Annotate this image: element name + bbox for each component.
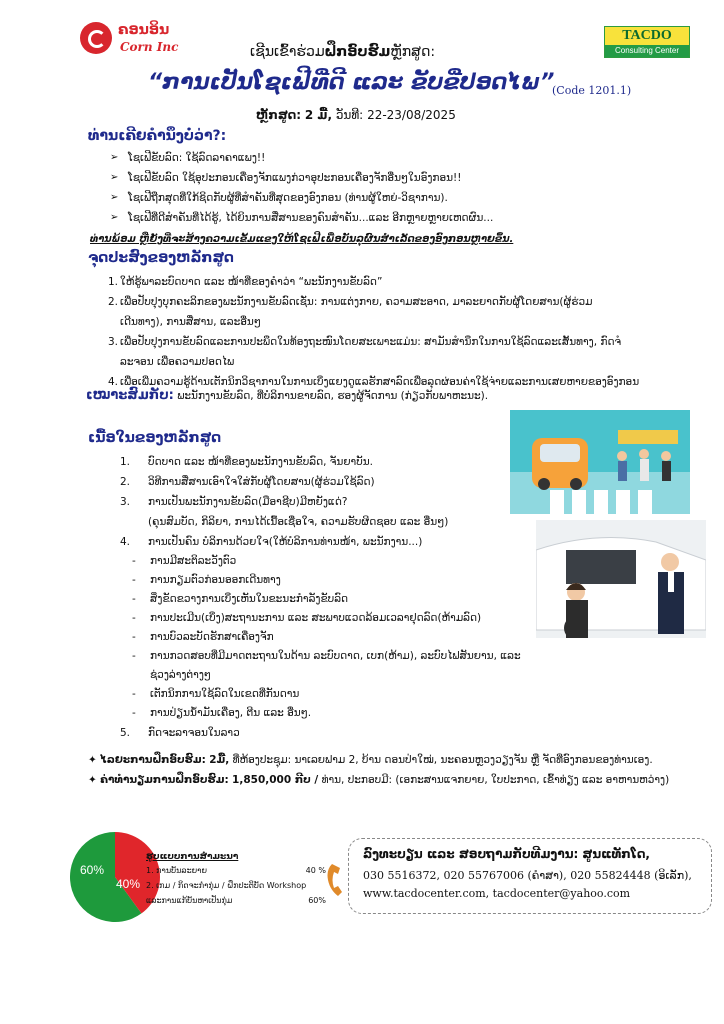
bullet-text: ໂຊເຟີຖືກສຸດທີ່ໃກ້ຊິດກັບຜູ້ທີ່ສຳຄັນທີ່ສຸດຂອງອົງກອນ (ທ່ານຜູ້ໃຫຍ່-ວິຊາການ). [128,192,448,204]
sub-item [120,571,540,590]
fee-note [88,770,708,790]
fee-label: ຄ່າທຳນຽມການຝຶກອົບຮົມ: [100,774,229,786]
bullet-text: ໂຊເຟີຂັບລົດ: ໃຊ້ລົດລາຄາແພງ!! [128,152,266,164]
corn-logo-icon [80,22,112,54]
course-notes [88,750,708,790]
item-text: ວິທີການສື່ສານເອົາໃຈໃສ່ກັບຜູ້ໂດຍສານ(ຜູ້ຮ່ວມໃຊ້ລົດ) [148,476,375,488]
legend-title: ຮູບແບບການສຳມະນາ [146,852,239,862]
corn-logo-lao-text: ຄອນອິນ [118,22,170,38]
list-item [120,532,540,552]
chauffeur-photo [536,520,706,638]
item-text: ໃຫ້ຮູ້ພາລະບົດບາດ ແລະ ໜ້າທີ່ຂອງຄຳວ່າ “ພະນັກງານຂັບລົດ” [120,276,383,288]
objectives-list [108,272,698,392]
item-text: ເພື່ອປັບປຸງບຸກຄະລິກຂອງພະນັກງານຂັບລົດເຊັ່ນ: ການແຕ່ງກາຍ, ຄວາມສະອາດ, ມາລະຍາດກັບຜູ້ໂດຍສານ(ຜູ້ຮ່ວມ [120,296,593,308]
sub-item [120,628,540,647]
invite-text: ເຊີນເຂົ້າຮ່ວມ [250,44,325,60]
list-item [120,492,540,532]
invite-tail: ຫຼັກສູດ: [390,44,436,60]
crosswalk-image [510,410,690,514]
dash-bullet: - [132,707,136,719]
item-number: 1. [108,276,119,288]
bullet-text: ໂຊເຟີຂັບລົດ ໃຊ້ອຸປະກອນເຄື່ອງຈັກແພງກ່ວາອຸປະກອນເຄື່ອງຈັກອື່ນໆໃນອົງກອນ!! [128,172,462,184]
item-number: 3. [108,336,119,348]
sub-item [120,704,540,723]
item-number: 5. [120,727,131,739]
bullet-text: ໂຊເຟີທີ່ດີສຳຄັນທີ່ໄດ້ຮູ້, ໄດ້ຍິນການສື່ສານຂອງຄົນສຳຄັນ...ແລະ ອີກຫຼາຍຫຼາຍເຫດຜົນ... [128,212,494,224]
tacdo-logo [604,26,690,58]
sub-item [120,590,540,609]
list-item [108,272,698,292]
item-number: 3. [120,496,131,508]
sub-item-text: ເຕັກນິກການໃຊ້ລົດໃນເຂດທີ່ກັນດານ [150,688,300,700]
legend-text: ແລະການແກ້ບັນຫາເປັນກຸ່ມ [146,896,233,905]
course-info [256,108,456,122]
plus-icon: ✦ [88,774,97,786]
list-item [110,192,690,212]
content-heading: ເນື້ອໃນຂອງຫລັກສູດ [88,430,222,446]
course-code: (Code 1201.1) [552,84,632,97]
invite-line [250,44,435,60]
corn-logo-en-text: Corn Inc [120,40,179,54]
dash-bullet: - [132,688,136,700]
item-number: 1. [120,456,131,468]
item-text: ການເປັນຄົນ ບໍລິການດ້ວຍໃຈ(ໃຫ້ບໍລິການທ່ານໜ້າ, ພະນັກງານ...) [148,536,423,548]
item-text: ບົດບາດ ແລະ ໜ້າທີ່ຂອງພະນັກງານຂັບລົດ, ຈັນຍາບັນ. [148,456,374,468]
tacdo-logo-sub: Consulting Center [605,45,689,57]
item-text: ເພື່ອເພີ່ມຄວາມຮູ້ດ້ານເຕັກນິກວິຊາການໃນການເບິ່ງແຍງດູແລຮັກສາລົດເພື່ອລຸດຜ່ອນຄ່າໃຊ້ຈ່າຍແລະການເສຍຫາຍຂອງອົງກອນ [120,376,640,388]
item-text-continued: (ຄຸນສົມບັດ, ກິລິຍາ, ການໄດ້ເນື້ອເຊື່ອໃຈ, ຄວາມຮັບຜິດຊອບ ແລະ ອື່ນໆ) [148,516,449,528]
contact-box [348,838,712,914]
sub-item-text: ການປະເມີນ(ເບິ່ງ)ສະຖານະການ ແລະ ສະພາບແວດລ້ອມເວລາຢຸດລົດ(ຫ້າມລົດ) [150,612,482,624]
item-text-continued: ເດີນທາງ), ການສື່ສານ, ແລະອື່ນໆ [120,316,261,328]
date-label: ວັນທີ: [335,108,364,122]
chauffeur-image [536,520,706,638]
dash-bullet: - [132,574,136,586]
sub-item [120,647,540,685]
duration-text: ທີ່ຫ້ອງປະຊຸມ: ນາເລຍຟາມ 2, ບ້ານ ດອນປ່າໃໝ່, ນະຄອນຫຼວງວຽງຈັນ ຫຼື ຈັດທີ່ອົງກອນຂອງທ່ານເອງ. [232,754,653,766]
sub-item-text: ການປ່ຽນນ້ຳມັນເຄື່ອງ, ຕີນ ແລະ ອື່ນໆ. [150,707,312,719]
phone-icon [326,862,348,898]
item-text: ການເປັນພະນັກງານຂັບລົດ(ມືອາຊີບ)ມີຫຍັງແດ່? [148,496,348,508]
list-item [108,292,698,332]
legend-text: 1. ການບັນລະຍາຍ [146,866,207,875]
legend-pct: 60% [308,896,326,905]
dash-bullet: - [132,612,136,624]
course-label: ຫຼັກສູດ: [256,108,302,122]
legend-row [146,881,326,896]
sub-item [120,552,540,571]
plus-icon: ✦ [88,754,97,766]
list-item [110,212,690,232]
duration-label: ໄລຍະການຝຶກອົບຮົມ: [100,754,206,766]
list-item [108,332,698,372]
fee-text: ທ່ານ, ປະກອບມີ: (ເອກະສານແຈກຍາຍ, ໃບປະກາດ, ເຂົ້າທ່ຽງ ແລະ ອາຫານຫວ່າງ) [321,774,670,786]
item-text-continued: ລະຈອນ ເພື່ອຄວາມປອດໄພ [120,356,235,368]
legend-row [146,866,326,881]
legend-pct: 40 % [305,866,326,875]
dash-bullet: - [132,650,136,662]
item-text: ເພື່ອປັບປຸງການຂັບລົດແລະການປະພຶດໃນທ້ອງຖະໜົນໂດຍສະເພາະແມ່ນ: ສາມັນສຳນຶກໃນການໃຊ້ລົດແລະເສັ້ນທາງ, ກົດຈໍ [120,336,622,348]
arrow-bullet-icon: ➢ [110,172,119,183]
list-item [110,152,690,172]
legend-row [146,896,326,911]
duration-note [88,750,708,770]
list-item [120,723,540,743]
corn-inc-logo [80,22,190,58]
arrow-bullet-icon: ➢ [110,212,119,223]
item-number: 4. [108,376,119,388]
item-number: 2. [120,476,131,488]
objectives-heading: ຈຸດປະສົງຂອງຫລັກສູດ [88,250,234,266]
course-title: “ການເປັນໂຊເຟີທີ່ດີ ແລະ ຂັບຂີ່ປອດໄພ” [148,70,555,95]
suitable-for [86,388,488,403]
ready-statement: ທ່ານພ້ອມ ຫຼືຍັງທີ່ຈະສ້າງຄວາມເຂັ້ມແຂງໃຫ້ໂຊເຟີເພື່ອບັນລຸຜົນສຳເລັດຂອງອົງກອນຫຼາຍຂຶ້ນ. [90,234,514,245]
content-list [120,452,540,743]
pie-label-60: 60% [80,863,105,877]
dash-bullet: - [132,555,136,567]
crosswalk-illustration [510,410,690,514]
invite-bold: ຝຶກອົບຮົມ [324,44,391,60]
duration-value: 2ມື້, [209,754,230,766]
list-item [110,172,690,192]
question-heading: ທ່ານເຄີຍຄຳນຶງບໍ່ວ່າ?: [88,128,227,144]
arrow-bullet-icon: ➢ [110,152,119,163]
contact-phones: 030 5516372, 020 55767006 (ຄຳສາ), 020 55824448 (ອິເລັກ), [363,869,692,882]
contact-title: ລົງທະບຽນ ແລະ ສອບຖາມກັບທີມງານ: ສູນແທັກໂດ, [363,847,650,861]
suitable-label: ເໝາະສົມກັບ: [86,388,174,403]
sub-item-text: ການກຽມຕົວກ່ອນອອກເດີນທາງ [150,574,281,586]
sub-item-text: ການກວດສອບທີ່ມີມາດຕະຖານໃນດ້ານ ລະບົບດາດ, ເບກ(ຫ້າມ), ລະບົບໄຟສັນຍານ, ແລະ ຊ່ວງລ່າງຕ່າງໆ [150,650,521,681]
sub-item-text: ການບົວລະບັດຮັກສາເຄື່ອງຈັກ [150,631,274,643]
item-number: 4. [120,536,131,548]
contact-web[interactable]: www.tacdocenter.com, tacdocenter@yahoo.com [363,887,631,900]
pie-label-40: 40% [116,877,141,891]
list-item [120,452,540,472]
pie-legend [146,852,326,911]
dash-bullet: - [132,593,136,605]
sub-item-text: ສິ່ງຂັດຂວາງການເບິ່ງເຫັນໃນຂະນະກຳລັງຂັບລົດ [150,593,349,605]
sub-item [120,685,540,704]
course-days: 2 ມື້, [304,108,332,122]
arrow-bullet-icon: ➢ [110,192,119,203]
legend-text: 2. ເກມ / ກິດຈະກຳກຸ່ມ / ຝຶກປະຕິບັດ Workshop [146,881,307,890]
fee-value: 1,850,000 ກີບ / [232,774,319,786]
list-item [120,472,540,492]
question-bullets [110,152,690,232]
tacdo-logo-name: TACDO [605,27,689,45]
course-date: 22-23/08/2025 [367,108,456,122]
dash-bullet: - [132,631,136,643]
suitable-text: ພະນັກງານຂັບລົດ, ທີ່ບໍລິການຂາຍລົດ, ຮອງຜູ້ຈັດການ (ກ່ຽວກັບພາຫະນະ). [177,390,489,402]
item-text: ກົດຈະລາຈອນໃນລາວ [148,727,240,739]
item-number: 2. [108,296,119,308]
sub-item-text: ການມີສະຕິລະວັງຕົວ [150,555,237,567]
sub-item [120,609,540,628]
